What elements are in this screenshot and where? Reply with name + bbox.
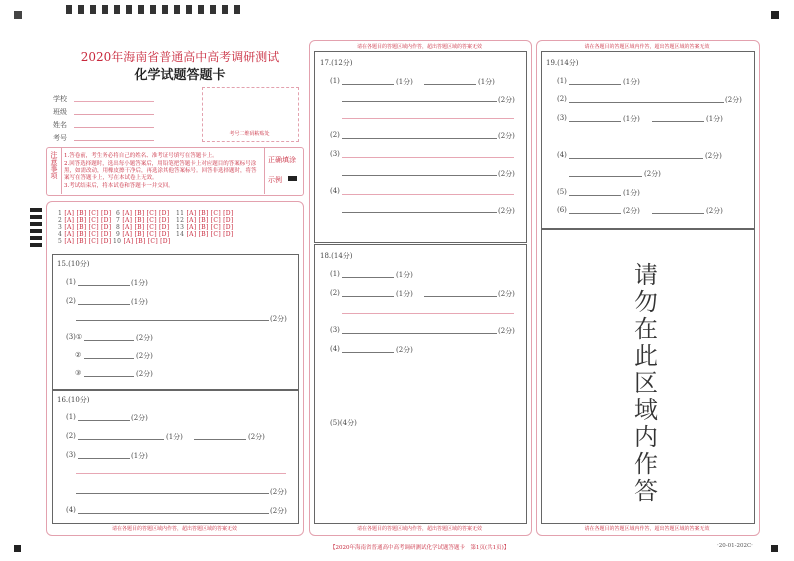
q17-answer-4a[interactable] (342, 194, 514, 195)
q17-part-2: (2) (330, 131, 340, 139)
q18-box (314, 244, 527, 524)
timing-mark (198, 5, 204, 14)
q18-answer-3[interactable] (342, 333, 497, 334)
q16-part-3: (3) (66, 451, 76, 459)
q15-score-3c: (2分) (136, 370, 153, 378)
q19-part-6: (6) (557, 206, 567, 214)
notice-label: 注意事项 (50, 151, 58, 179)
q16-part-4: (4) (66, 506, 76, 514)
q16-answer-2a[interactable] (78, 439, 164, 440)
q17-score-3: (2分) (498, 170, 515, 178)
q18-title: 18.(14分) (320, 252, 353, 260)
timing-mark (210, 5, 216, 14)
footer-code: ·20-01-202C· (717, 543, 753, 549)
q17-score-1c: (2分) (498, 96, 515, 104)
q15-part-3b: ② (75, 351, 82, 359)
q17-answer-1d[interactable] (342, 118, 514, 119)
q15-answer-3b[interactable] (84, 358, 134, 359)
q17-part-3: (3) (330, 150, 340, 158)
timing-mark (90, 5, 96, 14)
right-bottom-warning: 请在各题目的答题区域内作答，超出答题区域的答案无效 (584, 526, 710, 532)
q16-answer-1[interactable] (78, 420, 130, 421)
school-field[interactable] (74, 101, 154, 102)
q17-answer-3b[interactable] (342, 175, 497, 176)
q17-answer-3a[interactable] (342, 157, 514, 158)
left-panel-warning: 请在各题目的答题区域内作答，超出答题区域的答案无效 (111, 526, 237, 532)
q19-answer-4a[interactable] (569, 158, 703, 159)
timing-mark (234, 5, 240, 14)
right-top-warning: 请在各题目的答题区域内作答，超出答题区域的答案无效 (584, 44, 710, 50)
q16-answer-3a[interactable] (78, 458, 130, 459)
q19-part-2: (2) (557, 95, 567, 103)
q16-answer-2b[interactable] (194, 439, 246, 440)
q18-score-3: (2分) (498, 327, 515, 335)
q19-score-4a: (2分) (705, 152, 722, 160)
q17-title: 17.(12分) (320, 59, 353, 67)
q17-answer-1b[interactable] (424, 84, 476, 85)
correct-fill-sample (288, 176, 297, 181)
q16-answer-4[interactable] (78, 513, 269, 514)
q18-answer-2c[interactable] (342, 313, 514, 314)
q15-score-2b: (2分) (270, 315, 287, 323)
q19-answer-6a[interactable] (569, 213, 621, 214)
timing-mark (138, 5, 144, 14)
q15-box (52, 254, 299, 391)
mc-grid: 1 [A] [B] [C] [D] 2 [A] [B] [C] [D] 3 [A] [B] [C] [D] 4 [A] [B] [C] [D] 5 [A] [B] [C] [D] 6 [A] [B] [C] [D] 7 [A] [B] [C] [D] 8 [A] [B] [C] [D] 9 [A] [B] [C] [D] 10 [A] [B] [C] [D] 11 [A] [B] [C] [D] 12 [A] [B] [C] [D] 13 [A] [B] [C] [D] 14 [A] [B] [C] [D] (58, 210, 234, 245)
class-field[interactable] (74, 114, 154, 115)
name-field[interactable] (74, 127, 154, 128)
q19-score-1: (1分) (623, 78, 640, 86)
q15-answer-2b[interactable] (76, 320, 269, 321)
q16-title: 16.(10分) (57, 396, 90, 404)
q17-answer-2[interactable] (342, 138, 497, 139)
q19-answer-5[interactable] (569, 195, 621, 196)
q19-score-3b: (1分) (706, 115, 723, 123)
corner-mark (14, 11, 22, 19)
q18-score-4: (2分) (396, 346, 413, 354)
q17-score-2: (2分) (498, 132, 515, 140)
left-timing-marks (30, 208, 44, 248)
q18-answer-2b[interactable] (424, 296, 497, 297)
q17-answer-1a[interactable] (342, 84, 394, 85)
notice-line-1: 1.答卷前，考生务必将自己的姓名、准考证号填写在答题卡上。 (64, 153, 218, 159)
q15-answer-3a[interactable] (84, 340, 134, 341)
corner-mark (771, 11, 779, 19)
q16-answer-3b[interactable] (76, 473, 286, 474)
q19-part-1: (1) (557, 77, 567, 85)
q15-score-3b: (2分) (136, 352, 153, 360)
notice-line-5: 3.考试结束后，将本试卷和答题卡一并交回。 (64, 183, 174, 189)
timing-mark (66, 5, 72, 14)
q16-score-3c: (2分) (270, 488, 287, 496)
correct-fill-example-label: 示例 (268, 176, 282, 184)
q15-score-1: (1分) (131, 279, 148, 287)
q15-score-2: (1分) (131, 298, 148, 306)
q19-score-3a: (1分) (623, 115, 640, 123)
corner-mark (14, 545, 21, 552)
q19-score-4b: (2分) (644, 170, 661, 178)
q17-answer-4b[interactable] (342, 212, 497, 213)
notice-divider-2 (264, 147, 265, 194)
q16-score-4: (2分) (270, 507, 287, 515)
q17-part-4: (4) (330, 187, 340, 195)
q19-part-3: (3) (557, 114, 567, 122)
exam-no-field[interactable] (74, 140, 154, 141)
q15-score-3a: (2分) (136, 334, 153, 342)
q17-score-1b: (1分) (478, 78, 495, 86)
q16-score-2b: (2分) (248, 433, 265, 441)
q16-part-2: (2) (66, 432, 76, 440)
q15-answer-2[interactable] (78, 304, 130, 305)
correct-fill-label: 正确填涂 (268, 156, 296, 164)
q19-answer-3b[interactable] (652, 121, 704, 122)
q16-score-1: (2分) (131, 414, 148, 422)
q17-answer-1c[interactable] (342, 101, 497, 102)
timing-mark (126, 5, 132, 14)
timing-mark (222, 5, 228, 14)
q16-score-3a: (1分) (131, 452, 148, 460)
barcode-label: 考号二维码粘贴处 (229, 131, 270, 137)
q17-part-1: (1) (330, 77, 340, 85)
timing-mark (102, 5, 108, 14)
timing-mark (78, 5, 84, 14)
middle-bottom-warning: 请在各题目的答题区域内作答，超出答题区域的答案无效 (356, 526, 482, 532)
school-label: 学校 (53, 95, 67, 103)
middle-top-warning: 请在各题目的答题区域内作答，超出答题区域的答案无效 (356, 44, 482, 50)
no-answer-text: 请勿在此区域内作答 (634, 261, 658, 505)
q17-score-4: (2分) (498, 207, 515, 215)
timing-mark (186, 5, 192, 14)
q18-score-2a: (1分) (396, 290, 413, 298)
notice-line-3: 黑，如需改动，用橡皮擦干净后，再选涂其他答案标号。回答非选择题时，将答 (64, 168, 257, 174)
timing-mark (150, 5, 156, 14)
q19-title: 19.(14分) (546, 59, 579, 67)
q15-part-1: (1) (66, 278, 76, 286)
q19-answer-6b[interactable] (652, 213, 704, 214)
exam-no-label: 考号 (53, 134, 67, 142)
q19-answer-2[interactable] (569, 102, 724, 103)
top-timing-marks (66, 5, 252, 13)
corner-mark (771, 545, 778, 552)
q17-box (314, 51, 527, 243)
q19-answer-3a[interactable] (569, 121, 621, 122)
q18-answer-4[interactable] (342, 352, 394, 353)
notice-divider (61, 147, 62, 194)
q15-part-3: (3)① (66, 333, 83, 341)
q16-score-2a: (1分) (166, 433, 183, 441)
notice-line-4: 案写在答题卡上，写在本试卷上无效。 (64, 175, 158, 181)
card-subtitle: 化学试题答题卡 (134, 68, 226, 83)
name-label: 姓名 (53, 121, 67, 129)
q19-score-2: (2分) (725, 96, 742, 104)
q18-part-1: (1) (330, 270, 340, 278)
notice-line-2: 2.回答选择题时，选出每小题答案后，用铅笔把答题卡上对应题目的答案标号涂 (64, 161, 257, 167)
timing-mark (162, 5, 168, 14)
q18-part-4: (4) (330, 345, 340, 353)
q15-title: 15.(10分) (57, 260, 90, 268)
q15-answer-1[interactable] (78, 285, 130, 286)
q19-score-6a: (2分) (623, 207, 640, 215)
q19-part-4: (4) (557, 151, 567, 159)
footer-text: 【2020年海南省普通高中高考调研测试化学试题答题卡 第1页(共1页)】 (330, 545, 510, 551)
q15-part-3c: ③ (75, 369, 82, 377)
q19-box (541, 51, 755, 230)
q15-answer-3c[interactable] (84, 376, 134, 377)
q16-box (52, 389, 299, 524)
q18-score-2b: (2分) (498, 290, 515, 298)
q18-answer-2a[interactable] (342, 296, 394, 297)
q19-part-5: (5) (557, 188, 567, 196)
q19-answer-1[interactable] (569, 84, 621, 85)
timing-mark (174, 5, 180, 14)
q18-part-3: (3) (330, 326, 340, 334)
q19-score-5: (1分) (623, 189, 640, 197)
q18-part-2: (2) (330, 289, 340, 297)
q18-part-5: (5)(4分) (330, 419, 357, 427)
q18-score-1: (1分) (396, 271, 413, 279)
q16-part-1: (1) (66, 413, 76, 421)
q19-score-6b: (2分) (706, 207, 723, 215)
q18-answer-1[interactable] (342, 277, 394, 278)
q15-part-2: (2) (66, 297, 76, 305)
q17-score-1a: (1分) (396, 78, 413, 86)
q16-answer-3c[interactable] (76, 493, 269, 494)
q19-answer-4b[interactable] (569, 176, 642, 177)
card-title: 2020年海南省普通高中高考调研测试 (80, 50, 280, 64)
timing-mark (114, 5, 120, 14)
class-label: 班级 (53, 108, 67, 116)
